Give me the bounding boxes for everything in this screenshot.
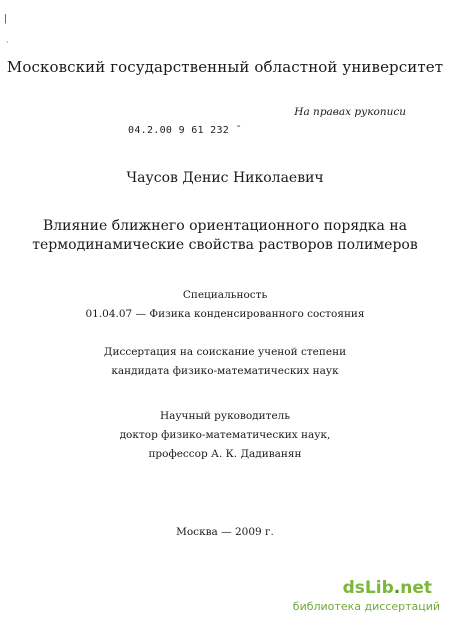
supervisor-degree: доктор физико-математических наук, [119, 429, 331, 441]
university-name: Московский государственный областной университет [6, 58, 444, 76]
degree-line-2: кандидата физико-математических наук [111, 365, 339, 377]
city-year: Москва — 2009 г. [176, 526, 274, 538]
specialty-value: 01.04.07 — Физика конденсированного состояния [85, 308, 365, 320]
author-name: Чаусов Денис Николаевич [126, 170, 324, 186]
specialty-label: Специальность [182, 289, 268, 301]
scan-mark-small: · [6, 38, 9, 47]
supervisor-name: профессор А. К. Дадиванян [148, 448, 302, 460]
logo-main: dsLib [342, 578, 394, 598]
watermark-subtitle: библиотека диссертаций [292, 600, 440, 613]
dslib-logo [343, 578, 432, 598]
supervisor-label: Научный руководитель [159, 410, 291, 422]
registration-stamp: 04.2.00 9 61 232 ˜ [128, 125, 242, 136]
dissertation-title-line-1: Влияние ближнего ориентационного порядка на [43, 218, 407, 234]
logo-tld: net [400, 578, 432, 598]
scan-mark: | [4, 14, 8, 24]
dslib-watermark [284, 578, 444, 618]
logo-dot: . [393, 578, 401, 598]
dissertation-title-line-2: термодинамические свойства растворов полимеров [32, 237, 418, 253]
manuscript-rights: На правах рукописи [294, 106, 406, 118]
degree-line-1: Диссертация на соискание ученой степени [103, 346, 347, 358]
